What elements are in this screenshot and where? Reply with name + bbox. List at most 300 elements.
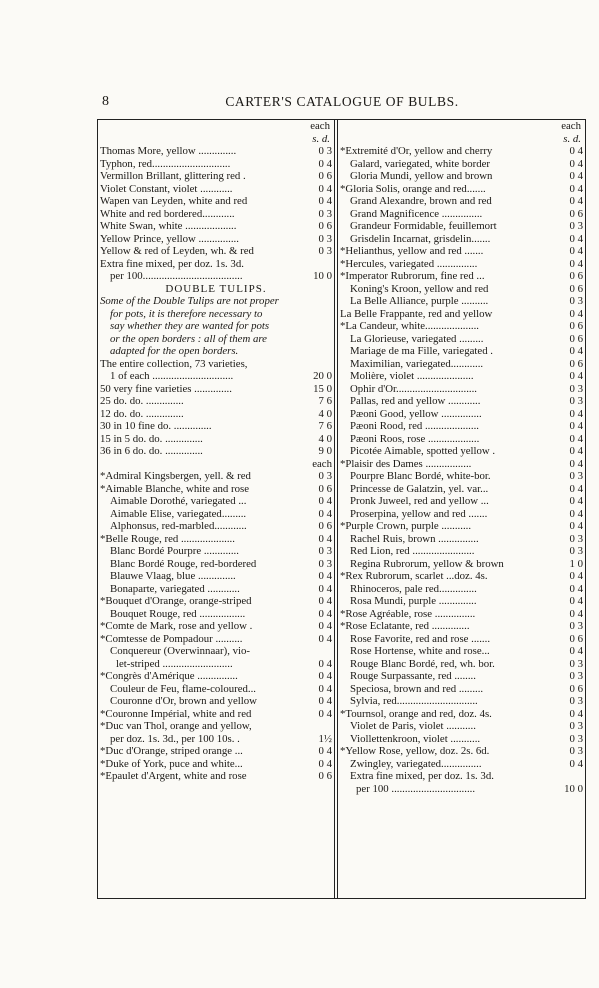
catalogue-entry — [338, 245, 585, 258]
entry-price: 0 4 — [318, 682, 332, 695]
entry-price: 0 4 — [318, 495, 332, 507]
entry-price: 7 6 — [318, 395, 332, 407]
entry-price: 0 4 — [318, 507, 332, 520]
entry-price: 0 3 — [569, 532, 583, 545]
catalogue-entry — [98, 208, 334, 221]
entry-price: 0 3 — [318, 245, 332, 257]
entry-name: La Belle Alliance, purple .......... — [350, 295, 489, 307]
entry-name: Aimable Dorothé, variegated ... — [110, 495, 247, 507]
entry-name: Extra fine mixed, per doz. 1s. 3d. — [350, 770, 494, 782]
catalogue-entry — [98, 470, 334, 483]
catalogue-entry — [98, 770, 334, 783]
entry-price: 0 4 — [569, 507, 583, 520]
entry-price: 0 6 — [569, 632, 583, 645]
entry-price: 0 6 — [318, 482, 332, 495]
catalogue-entry — [98, 758, 334, 771]
entry-price: 0 6 — [569, 207, 583, 220]
entry-price: 0 4 — [318, 745, 332, 757]
entry-name: Couleur de Feu, flame-coloured... — [110, 682, 257, 695]
catalogue-entry — [338, 708, 585, 721]
entry-price: 0 3 — [569, 745, 583, 757]
catalogue-entry — [98, 658, 334, 671]
entry-name: *Duc d'Orange, striped orange ... — [100, 745, 243, 757]
entry-price: 10 0 — [564, 782, 583, 795]
entry-name: *Rex Rubrorum, scarlet ...doz. 4s. — [340, 570, 488, 582]
entry-price: 0 4 — [569, 170, 583, 182]
catalogue-entry — [98, 733, 334, 746]
catalogue-entry — [98, 158, 334, 171]
catalogue-entry — [98, 720, 334, 733]
catalogue-entry — [98, 395, 334, 408]
catalogue-entry — [338, 570, 585, 583]
entry-name: adapted for the open borders. — [110, 345, 239, 357]
entry-price: 0 4 — [569, 645, 583, 657]
entry-name: *Belle Rouge, red .................... — [100, 532, 235, 545]
catalogue-entry — [338, 358, 585, 371]
entry-price: 9 0 — [318, 445, 332, 457]
catalogue-entry — [98, 383, 334, 396]
entry-price: 0 3 — [318, 545, 332, 557]
catalogue-entry — [98, 683, 334, 696]
catalogue-entry — [338, 270, 585, 283]
entry-price: 20 0 — [313, 370, 332, 382]
entry-price: 0 4 — [318, 695, 332, 707]
column-header-each: each — [561, 120, 581, 132]
catalogue-entry — [338, 495, 585, 508]
entry-name: Rouge Blanc Bordé, red, wh. bor. — [350, 657, 495, 670]
entry-price: 0 4 — [318, 657, 332, 670]
entry-price: 0 4 — [318, 607, 332, 620]
entry-name: Alphonsus, red-marbled............ — [110, 520, 247, 532]
entry-price: 0 4 — [569, 445, 583, 457]
entry-price: 0 3 — [569, 620, 583, 632]
page-title: CARTER'S CATALOGUE OF BULBS. — [225, 94, 459, 109]
catalogue-entry — [98, 595, 334, 608]
entry-price: 0 3 — [318, 207, 332, 220]
entry-name: *Admiral Kingsbergen, yell. & red — [100, 470, 251, 482]
entry-name: *Couronne Impérial, white and red — [100, 707, 252, 720]
catalogue-entry — [338, 408, 585, 421]
entry-price: 0 3 — [569, 720, 583, 732]
entry-name: or the open borders : all of them are — [110, 332, 267, 345]
catalogue-entry — [338, 545, 585, 558]
entry-name: Bonaparte, variegated ............ — [110, 582, 240, 595]
page-number: 8 — [102, 94, 109, 109]
entry-price: 0 4 — [569, 520, 583, 532]
page-header — [102, 94, 582, 112]
entry-price: 0 4 — [569, 407, 583, 420]
catalogue-entry — [98, 508, 334, 521]
catalogue-entry — [98, 483, 334, 496]
entry-price: 0 4 — [569, 157, 583, 170]
catalogue-entry — [98, 283, 334, 296]
entry-price: 0 4 — [318, 157, 332, 170]
catalogue-entry — [338, 433, 585, 446]
catalogue-entry — [338, 145, 585, 158]
entry-name: *Imperator Rubrorum, fine red ... — [340, 270, 485, 282]
entry-name: Blauwe Vlaag, blue .............. — [110, 570, 236, 582]
entry-price: 0 3 — [569, 382, 583, 395]
catalogue-entry — [338, 345, 585, 358]
catalogue-entry — [338, 733, 585, 746]
catalogue-entry — [338, 633, 585, 646]
catalogue-entry — [98, 333, 334, 346]
entry-name: Pæoni Rood, red .................... — [350, 420, 479, 432]
entry-price: 0 6 — [318, 170, 332, 182]
catalogue-entry — [98, 195, 334, 208]
entry-name: Koning's Kroon, yellow and red — [350, 282, 489, 295]
entry-price: 0 6 — [318, 520, 332, 532]
entry-name: Blanc Bordé Rouge, red-bordered — [110, 557, 257, 570]
catalogue-entry — [338, 720, 585, 733]
entry-name: 12 do. do. .............. — [100, 407, 184, 420]
catalogue-entry — [98, 245, 334, 258]
entry-name: Rosa Mundi, purple .............. — [350, 595, 477, 607]
entry-price: 0 4 — [569, 482, 583, 495]
entry-price: 0 4 — [318, 570, 332, 582]
entry-name: *Yellow Rose, yellow, doz. 2s. 6d. — [340, 745, 490, 757]
catalogue-entry — [338, 158, 585, 171]
entry-price: 0 3 — [318, 557, 332, 570]
catalogue-entry — [338, 558, 585, 571]
entry-name: Extra fine mixed, per doz. 1s. 3d. — [100, 257, 244, 270]
entry-name: Pallas, red and yellow ............ — [350, 395, 481, 407]
catalogue-entry — [338, 220, 585, 233]
catalogue-entry — [338, 520, 585, 533]
entry-name: Some of the Double Tulips are not proper — [100, 295, 279, 307]
catalogue-entry — [338, 670, 585, 683]
catalogue-entry — [98, 145, 334, 158]
catalogue-entry — [98, 433, 334, 446]
entry-price: 1 0 — [569, 557, 583, 570]
entry-price: 0 3 — [569, 395, 583, 407]
catalogue-entry — [98, 295, 334, 308]
entry-name: Viollettenkroon, violet ........... — [350, 732, 481, 745]
entry-name: *Gloria Solis, orange and red....... — [340, 182, 486, 195]
catalogue-entry — [98, 708, 334, 721]
entry-name: *Duc van Thol, orange and yellow, — [100, 720, 252, 732]
catalogue-entry — [98, 420, 334, 433]
catalogue-entry — [98, 570, 334, 583]
entry-name: Violet de Paris, violet ........... — [350, 720, 476, 732]
catalogue-entry — [98, 445, 334, 458]
entry-price: 4 0 — [318, 432, 332, 445]
catalogue-entry — [98, 220, 334, 233]
catalogue-entry — [338, 783, 585, 796]
column-header-sd: s. d. — [563, 132, 581, 145]
entry-price: each — [312, 457, 332, 470]
catalogue-entry — [98, 308, 334, 321]
right-column — [338, 120, 585, 795]
entry-price: 0 4 — [569, 370, 583, 382]
entry-name: say whether they are wanted for pots — [110, 320, 270, 332]
entry-name: Molière, violet ..................... — [350, 370, 474, 382]
entry-price: 1½ — [318, 732, 332, 745]
entry-name: Conquereur (Overwinnaar), vio- — [110, 645, 251, 657]
entry-price: 0 6 — [318, 770, 332, 782]
entry-name: Zwingley, variegated............... — [350, 757, 482, 770]
entry-price: 0 4 — [569, 232, 583, 245]
entry-price: 0 6 — [569, 682, 583, 695]
left-row-list — [98, 145, 334, 783]
catalogue-entry — [338, 683, 585, 696]
catalogue-entry — [98, 408, 334, 421]
entry-price: 0 4 — [569, 145, 583, 157]
entry-name: Yellow & red of Leyden, wh. & red — [100, 245, 254, 257]
catalogue-entry — [98, 270, 334, 283]
catalogue-entry — [338, 183, 585, 196]
entry-price: 0 4 — [569, 495, 583, 507]
entry-name: Pæoni Good, yellow ............... — [350, 407, 482, 420]
entry-price: 0 3 — [569, 295, 583, 307]
entry-price: 0 4 — [318, 632, 332, 645]
catalogue-entry — [98, 633, 334, 646]
catalogue-entry — [338, 208, 585, 221]
catalogue-entry — [98, 345, 334, 358]
entry-name: *Rose Agréable, rose ............... — [340, 607, 476, 620]
left-column — [98, 120, 334, 783]
catalogue-entry — [98, 745, 334, 758]
entry-name: Grandeur Formidable, feuillemort — [350, 220, 497, 232]
entry-price: 0 6 — [318, 220, 332, 232]
catalogue-entry — [98, 533, 334, 546]
catalogue-entry — [98, 170, 334, 183]
entry-name: 15 in 5 do. do. .............. — [100, 432, 203, 445]
column-header-sd: s. d. — [312, 132, 330, 145]
catalogue-entry — [338, 370, 585, 383]
entry-name: *Bouquet d'Orange, orange-striped — [100, 595, 252, 607]
catalogue-entry — [98, 458, 334, 471]
entry-price: 0 3 — [569, 220, 583, 232]
entry-name: 25 do. do. .............. — [100, 395, 184, 407]
entry-name: *Comtesse de Pompadour .......... — [100, 632, 243, 645]
catalogue-entry — [98, 520, 334, 533]
entry-price: 0 3 — [569, 732, 583, 745]
entry-name: Picotée Aimable, spotted yellow . — [350, 445, 496, 457]
catalogue-entry — [98, 545, 334, 558]
entry-price: 0 4 — [569, 570, 583, 582]
column-header-each: each — [310, 120, 330, 132]
catalogue-entry — [338, 170, 585, 183]
entry-name: Princesse de Galatzin, yel. var... — [350, 482, 489, 495]
entry-price: 0 4 — [318, 620, 332, 632]
entry-name: Couronne d'Or, brown and yellow — [110, 695, 257, 707]
right-row-list — [338, 145, 585, 795]
catalogue-entry — [98, 358, 334, 371]
catalogue-entry — [338, 508, 585, 521]
entry-name: *Epaulet d'Argent, white and rose — [100, 770, 247, 782]
catalogue-entry — [338, 283, 585, 296]
catalogue-entry — [338, 620, 585, 633]
entry-price: 0 4 — [569, 257, 583, 270]
entry-name: Rose Hortense, white and rose... — [350, 645, 490, 657]
entry-name: Pourpre Blanc Bordé, white-bor. — [350, 470, 491, 482]
entry-name: Yellow Prince, yellow ............... — [100, 232, 239, 245]
entry-price: 0 4 — [318, 582, 332, 595]
catalogue-entry — [98, 258, 334, 271]
catalogue-entry — [338, 658, 585, 671]
entry-price: 0 4 — [569, 420, 583, 432]
entry-price: 0 4 — [569, 595, 583, 607]
entry-name: *Plaisir des Dames ................. — [340, 457, 472, 470]
catalogue-entry — [338, 745, 585, 758]
entry-price: 0 3 — [569, 670, 583, 682]
entry-price: 0 4 — [569, 457, 583, 470]
catalogue-entry — [338, 645, 585, 658]
entry-name: Ophir d'Or.............................. — [350, 382, 478, 395]
catalogue-entry — [338, 583, 585, 596]
catalogue-entry — [338, 308, 585, 321]
entry-name: Blanc Bordé Pourpre ............. — [110, 545, 239, 557]
catalogue-entry — [338, 295, 585, 308]
entry-name: *Tournsol, orange and red, doz. 4s. — [340, 707, 492, 720]
entry-name: Thomas More, yellow .............. — [100, 145, 237, 157]
entry-name: *Duke of York, puce and white... — [100, 757, 243, 770]
entry-price: 0 6 — [569, 270, 583, 282]
catalogue-entry — [98, 495, 334, 508]
entry-name: Grand Alexandre, brown and red — [350, 195, 492, 207]
catalogue-entry — [98, 620, 334, 633]
entry-name: Bouquet Rouge, red ................. — [110, 607, 246, 620]
entry-name: per 100..................................... — [110, 270, 243, 282]
entry-name: White Swan, white ................... — [100, 220, 237, 232]
catalogue-entry — [338, 483, 585, 496]
entry-price: 0 3 — [569, 470, 583, 482]
entry-name: *Purple Crown, purple ........... — [340, 520, 472, 532]
entry-price: 0 4 — [318, 757, 332, 770]
entry-price: 0 4 — [569, 307, 583, 320]
entry-name: *Congrès d'Amérique ............... — [100, 670, 238, 682]
catalogue-entry — [338, 533, 585, 546]
section-heading: DOUBLE TULIPS. — [165, 282, 267, 295]
entry-name: Sylvia, red.............................. — [350, 695, 478, 707]
entry-price: 0 4 — [569, 757, 583, 770]
entry-name: Speciosa, brown and red ......... — [350, 682, 484, 695]
entry-name: Gloria Mundi, yellow and brown — [350, 170, 493, 182]
catalogue-entry — [98, 645, 334, 658]
entry-price: 0 3 — [318, 145, 332, 157]
catalogue-entry — [338, 383, 585, 396]
entry-name: Violet Constant, violet ............ — [100, 182, 233, 195]
column-divider — [334, 120, 335, 898]
entry-price: 0 6 — [569, 332, 583, 345]
entry-price: 10 0 — [313, 270, 332, 282]
catalogue-table — [97, 119, 586, 899]
entry-name: Rose Favorite, red and rose ....... — [350, 632, 491, 645]
entry-name: Aimable Elise, variegated......... — [110, 507, 247, 520]
entry-name: Grisdelin Incarnat, grisdelin....... — [350, 232, 491, 245]
entry-name: let-striped .......................... — [116, 657, 233, 670]
catalogue-entry — [338, 258, 585, 271]
entry-name: *La Candeur, white.................... — [340, 320, 479, 332]
entry-name: *Rose Eclatante, red .............. — [340, 620, 470, 632]
entry-price: 0 6 — [569, 282, 583, 295]
catalogue-entry — [98, 608, 334, 621]
entry-price: 0 3 — [318, 470, 332, 482]
entry-price: 0 4 — [569, 607, 583, 620]
catalogue-entry — [338, 595, 585, 608]
entry-price: 0 4 — [569, 182, 583, 195]
entry-price: 0 4 — [318, 670, 332, 682]
catalogue-entry — [338, 695, 585, 708]
catalogue-entry — [338, 608, 585, 621]
entry-price: 0 4 — [318, 195, 332, 207]
entry-price: 0 6 — [569, 320, 583, 332]
entry-price: 0 4 — [569, 195, 583, 207]
catalogue-entry — [98, 320, 334, 333]
entry-name: 36 in 6 do. do. .............. — [100, 445, 203, 457]
entry-price: 0 3 — [569, 545, 583, 557]
entry-price: 0 4 — [318, 595, 332, 607]
catalogue-entry — [338, 420, 585, 433]
entry-price: 7 6 — [318, 420, 332, 432]
entry-price: 0 4 — [569, 245, 583, 257]
entry-name: per doz. 1s. 3d., per 100 10s. . — [110, 732, 240, 745]
entry-price: 0 6 — [569, 357, 583, 370]
catalogue-entry — [338, 758, 585, 771]
catalogue-entry — [98, 183, 334, 196]
entry-name: White and red bordered............ — [100, 207, 235, 220]
entry-name: Pæoni Roos, rose ................... — [350, 432, 480, 445]
entry-name: *Comte de Mark, rose and yellow . — [100, 620, 253, 632]
entry-price: 0 3 — [318, 232, 332, 245]
entry-price: 15 0 — [313, 382, 332, 395]
entry-name: La Glorieuse, variegated ......... — [350, 332, 484, 345]
catalogue-entry — [98, 233, 334, 246]
entry-price: 0 4 — [569, 345, 583, 357]
entry-name: *Helianthus, yellow and red ....... — [340, 245, 484, 257]
entry-name: Proserpina, yellow and red ....... — [350, 507, 488, 520]
entry-name: Red Lion, red ....................... — [350, 545, 475, 557]
entry-name: 50 very fine varieties .............. — [100, 382, 232, 395]
entry-name: Rachel Ruis, brown ............... — [350, 532, 479, 545]
entry-price: 0 4 — [569, 707, 583, 720]
entry-name: 30 in 10 fine do. .............. — [100, 420, 212, 432]
entry-price: 0 4 — [318, 707, 332, 720]
entry-name: 1 of each .............................. — [110, 370, 234, 382]
catalogue-entry — [338, 470, 585, 483]
entry-price: 0 4 — [569, 432, 583, 445]
entry-name: for pots, it is therefore necessary to — [110, 307, 263, 320]
entry-name: Grand Magnificence ............... — [350, 207, 483, 220]
entry-name: Rhinoceros, pale red.............. — [350, 582, 477, 595]
entry-name: Wapen van Leyden, white and red — [100, 195, 248, 207]
catalogue-entry — [338, 195, 585, 208]
catalogue-entry — [338, 320, 585, 333]
catalogue-entry — [338, 445, 585, 458]
entry-name: La Belle Frappante, red and yellow — [340, 307, 493, 320]
entry-name: Maximilian, variegated............ — [350, 357, 484, 370]
entry-name: Galard, variegated, white border — [350, 157, 490, 170]
catalogue-entry — [98, 583, 334, 596]
catalogue-entry — [338, 458, 585, 471]
entry-name: *Extremité d'Or, yellow and cherry — [340, 145, 493, 157]
entry-name: per 100 ............................... — [356, 782, 476, 795]
entry-price: 0 4 — [569, 582, 583, 595]
entry-name: The entire collection, 73 varieties, — [100, 357, 248, 370]
entry-name: Typhon, red............................. — [100, 157, 231, 170]
catalogue-entry — [98, 695, 334, 708]
entry-price: 0 3 — [569, 695, 583, 707]
entry-name: Vermillon Brillant, glittering red . — [100, 170, 246, 182]
catalogue-entry — [338, 333, 585, 346]
entry-price: 0 3 — [569, 657, 583, 670]
catalogue-entry — [98, 370, 334, 383]
entry-price: 0 4 — [318, 532, 332, 545]
entry-price: 4 0 — [318, 407, 332, 420]
catalogue-entry — [338, 233, 585, 246]
entry-name: Regina Rubrorum, yellow & brown — [350, 557, 504, 570]
